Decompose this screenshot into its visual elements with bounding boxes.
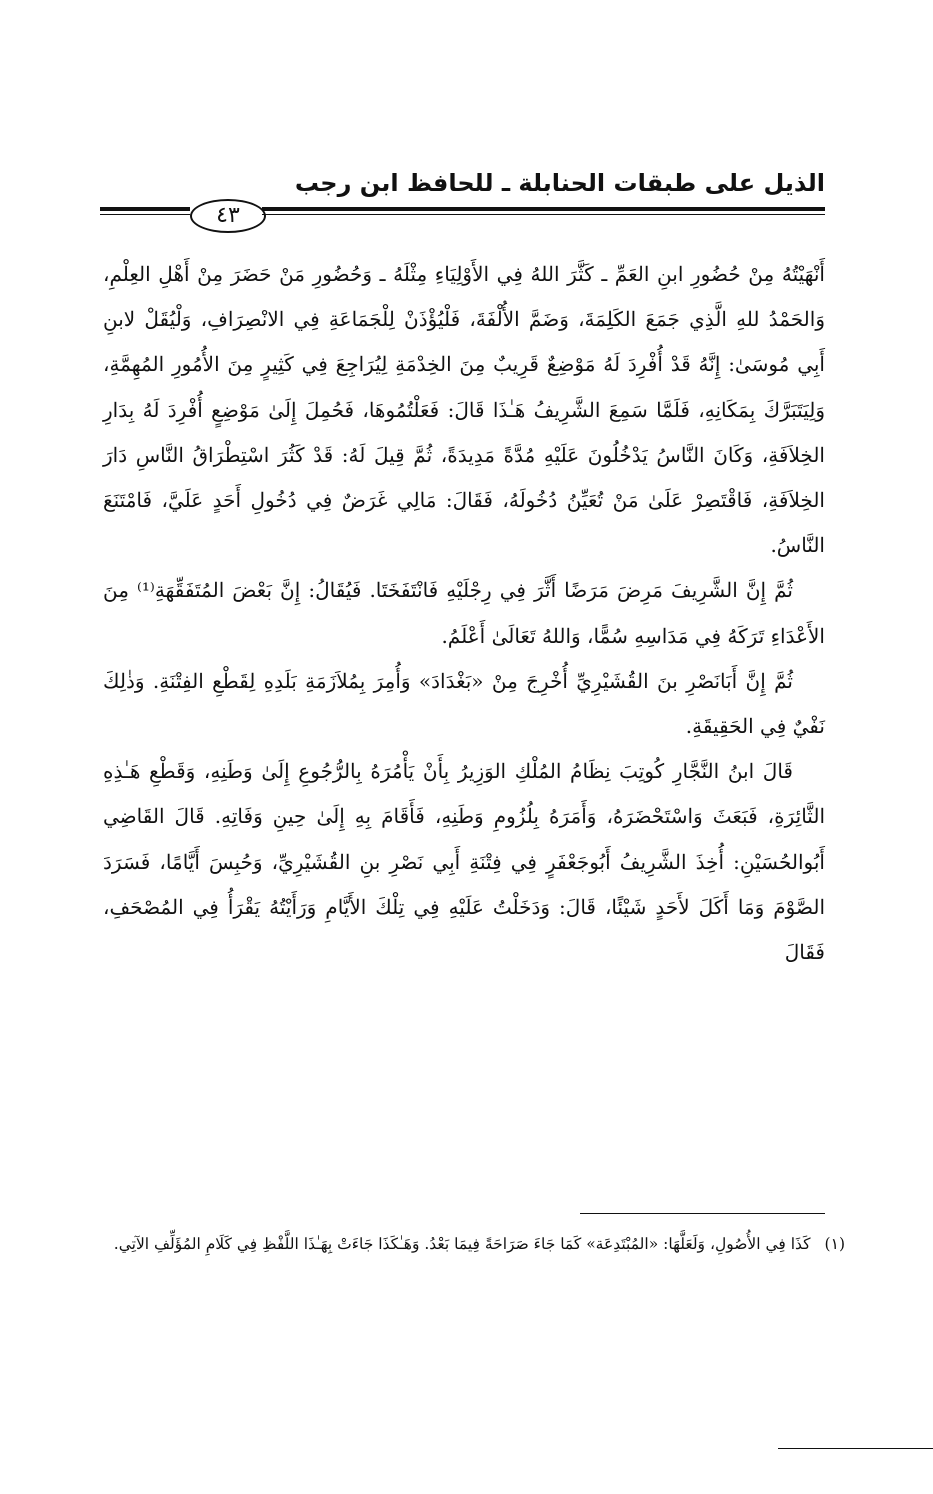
bottom-rule — [778, 1448, 933, 1449]
main-text — [103, 252, 825, 975]
paragraph: قَالَ ابنُ النَّجَّارِ كُوتِبَ نِظَامُ المُلْكِ الوَزِيرُ بِأَنْ يَأْمُرَهُ بِالرُّجُوعِ إِلَىٰ وَطَنِهِ، وَقَطْعِ هَـٰذِهِ الثَّائِرَةِ، فَبَعَثَ وَاسْتَحْضَرَهُ، وَأَمَرَهُ بِلُزُومِ وَطَنِهِ، فَأَقَامَ بِهِ إِلَىٰ حِينِ وَفَاتِهِ. قَالَ القَاضِي أَبُوالحُسَيْنِ: أُخِذَ الشَّرِيفُ أَبُوجَعْفَرٍ فِي فِتْنَةِ أَبِي نَصْرِ بنِ القُشَيْرِيِّ، وَحُبِسَ أَيَّامًا، فَسَرَدَ الصَّوْمَ وَمَا أَكَلَ لأَحَدٍ شَيْئًا، قَالَ: وَدَخَلْتُ عَلَيْهِ فِي تِلْكَ الأَيَّامِ وَرَأَيْتُهُ يَقْرَأُ فِي المُصْحَفِ، فَقَالَ — [103, 759, 825, 965]
running-header-title: الذيل على طبقات الحنابلة ـ للحافظ ابن رجب — [294, 169, 825, 197]
footnote-separator — [580, 1213, 825, 1214]
footnote — [103, 1228, 845, 1260]
footnote-number: (١) — [824, 1235, 845, 1253]
page-number: ٤٣ — [190, 199, 266, 233]
header-rule-right — [262, 207, 825, 215]
paragraph: ثُمَّ إِنَّ الشَّرِيفَ مَرِضَ مَرَضًا أَثَّرَ فِي رِجْلَيْهِ فَانْتَفَخَتَا. فَيُقَالُ: إِنَّ بَعْضَ المُتَفَقِّهَةِ⁽¹⁾ مِنَ الأَعْدَاءِ تَرَكَهُ فِي مَدَاسِهِ سُمًّا، وَاللهُ تَعَالَىٰ أَعْلَمُ. — [103, 578, 825, 648]
header-rule-left — [100, 207, 190, 215]
paragraph: أَنْهَيْتُهُ مِنْ حُضُورِ ابنِ العَمِّ ـ كَثَّرَ اللهُ فِي الأَوْلِيَاءِ مِثْلَهُ ـ وَحُضُورِ مَنْ حَضَرَ مِنْ أَهْلِ العِلْمِ، وَالحَمْدُ للهِ الَّذِي جَمَعَ الكَلِمَةَ، وَضَمَّ الأُلْفَةَ، فَلْيُؤْذَنْ لِلْجَمَاعَةِ فِي الانْصِرَافِ، وَلْيُقَلْ لابنِ أَبِي مُوسَىٰ: إِنَّهُ قَدْ أُفْرِدَ لَهُ مَوْضِعٌ قَرِيبٌ مِنَ الخِدْمَةِ لِيُرَاجِعَ فِي كَثِيرٍ مِنَ الأُمُورِ المُهِمَّةِ، وَلِيَتَبَرَّكَ بِمَكَانِهِ، فَلَمَّا سَمِعَ الشَّرِيفُ هَـٰذَا قَالَ: فَعَلْتُمُوهَا، فَحُمِلَ إِلَىٰ مَوْضِعٍ أُفْرِدَ لَهُ بِدَارِ الخِلاَفَةِ، وَكَانَ النَّاسُ يَدْخُلُونَ عَلَيْهِ مُدَّةً مَدِيدَةً، ثُمَّ قِيلَ لَهُ: قَدْ كَثُرَ اسْتِطْرَاقُ النَّاسِ دَارَ الخِلاَفَةِ، فَاقْتَصِرْ عَلَىٰ مَنْ تُعَيِّنُ دُخُولَهُ، فَقَالَ: مَالِي غَرَضٌ فِي دُخُولِ أَحَدٍ عَلَيَّ، فَامْتَنَعَ النَّاسُ. — [103, 262, 825, 558]
paragraph: ثُمَّ إِنَّ أَبَانَصْرِ بنَ القُشَيْرِيِّ أُخْرِجَ مِنْ «بَغْدَادَ» وَأُمِرَ بِمُلاَزَمَةِ بَلَدِهِ لِقَطْعِ الفِتْنَةِ. وَذٰلِكَ نَفْيٌ فِي الحَقِيقَةِ. — [103, 668, 825, 739]
footnote-text: كَذَا فِي الأُصُولِ، وَلَعَلَّهَا: «المُبْتَدِعَة» كَمَا جَاءَ صَرَاحَةً فِيمَا بَعْدُ. وَهَـٰكَذَا جَاءَتْ بِهَـٰذَا اللَّفْظِ فِي كَلَامِ المُؤَلِّفِ الآتِي. — [113, 1235, 811, 1253]
